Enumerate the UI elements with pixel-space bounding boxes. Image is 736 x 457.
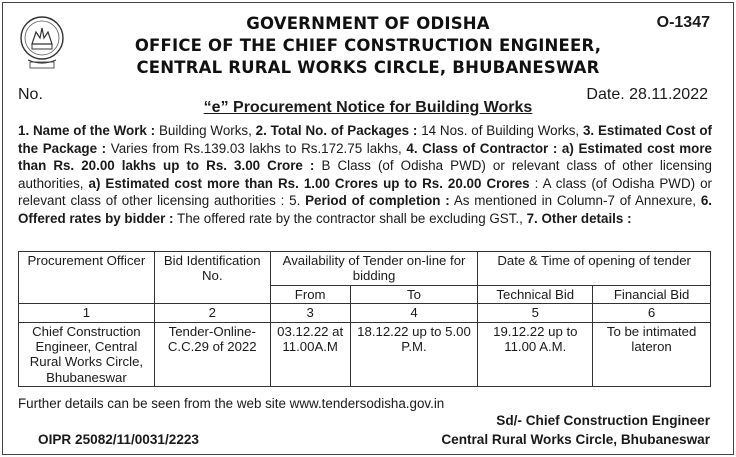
field-name-of-work: 1. Name of the Work : — [18, 123, 156, 138]
table-row — [19, 322, 711, 387]
notice-title — [0, 99, 736, 117]
header-government: GOVERNMENT OF ODISHA — [246, 14, 490, 33]
value-name-of-work: Building Works, — [155, 123, 256, 138]
field-period-completion: Period of completion : — [305, 193, 450, 209]
cell-to: 18.12.22 up to 5.00 P.M. — [350, 322, 478, 387]
field-other-details: 7. Other details : — [526, 210, 632, 226]
header-circle: CENTRAL RURAL WORKS CIRCLE, BHUBANESWAR — [136, 58, 600, 77]
value-class-a: : A class (of Odisha PWD) or relevant class of other licensing authorities : 5. — [18, 175, 712, 209]
table-number-row — [19, 304, 711, 322]
signature-line: Sd/- Chief Construction Engineer — [496, 413, 710, 428]
notice-body — [18, 122, 712, 228]
column-number: 6 — [593, 304, 711, 322]
table-header-row — [19, 252, 711, 286]
header-availability: Availability of Tender on-line for bidding — [270, 252, 478, 286]
cell-bid-identification: Tender-Online-C.C.29 of 2022 — [154, 322, 270, 387]
header-office: OFFICE OF THE CHIEF CONSTRUCTION ENGINEER, — [134, 36, 602, 55]
tender-table — [18, 251, 711, 387]
field-total-packages: 2. Total No. of Packages : — [255, 123, 418, 138]
cell-from: 03.12.22 at 11.00A.M — [270, 322, 350, 387]
reference-code: O-1347 — [656, 14, 710, 31]
value-estimated-cost: Varies from Rs.139.03 lakhs to Rs.172.75 lakhs, — [106, 140, 407, 156]
cell-technical-bid: 19.12.22 up to 11.00 A.M. — [478, 322, 593, 387]
header-opening: Date & Time of opening of tender — [478, 252, 711, 286]
cell-procurement-officer: Chief Construction Engineer, Central Rural Works Circle, Bhubaneswar — [19, 322, 155, 387]
oipr-number: OIPR 25082/11/0031/2223 — [38, 432, 199, 447]
date-label: Date. 28.11.2022 — [586, 86, 708, 103]
column-number: 5 — [478, 304, 593, 322]
field-class-of-contractor: 4. Class of Contractor : a) Estimated cost more than Rs. 20.00 lakhs up to Rs. 3.00 Crore : — [18, 140, 712, 174]
column-number: 4 — [350, 304, 478, 322]
value-total-packages: 14 Nos. of Building Works, — [417, 123, 583, 138]
value-class-b: B Class (of Odisha PWD) or relevant class of other licensing authorities, — [18, 158, 712, 191]
field-class-a-range: a) Estimated cost more than Rs. 1.00 Crores up to Rs. 20.00 Crores — [88, 175, 530, 191]
header-financial-bid: Financial Bid — [593, 285, 711, 303]
header-procurement-officer: Procurement Officer — [19, 252, 155, 304]
header-technical-bid: Technical Bid — [478, 285, 593, 303]
field-offered-rates: 6. Offered rates by bidder : — [18, 193, 712, 226]
value-offered-rates: The offered rate by the contractor shall be excluding GST., — [173, 210, 527, 226]
header-bid-identification: Bid Identification No. — [154, 252, 270, 304]
number-label: No. — [18, 86, 43, 103]
column-number: 1 — [19, 304, 155, 322]
notice-title-text: “e” Procurement Notice for Building Works — [203, 99, 533, 116]
value-period-completion: As mentioned in Column-7 of Annexure, — [449, 193, 701, 209]
further-details: Further details can be seen from the web site www.tendersodisha.gov.in — [18, 396, 445, 411]
cell-financial-bid: To be intimated lateron — [593, 322, 711, 387]
header-to: To — [350, 285, 478, 303]
header-from: From — [270, 285, 350, 303]
field-estimated-cost: 3. Estimated Cost of the Package : — [18, 123, 712, 156]
signatory-office: Central Rural Works Circle, Bhubaneswar — [441, 432, 710, 447]
column-number: 2 — [154, 304, 270, 322]
column-number: 3 — [270, 304, 350, 322]
